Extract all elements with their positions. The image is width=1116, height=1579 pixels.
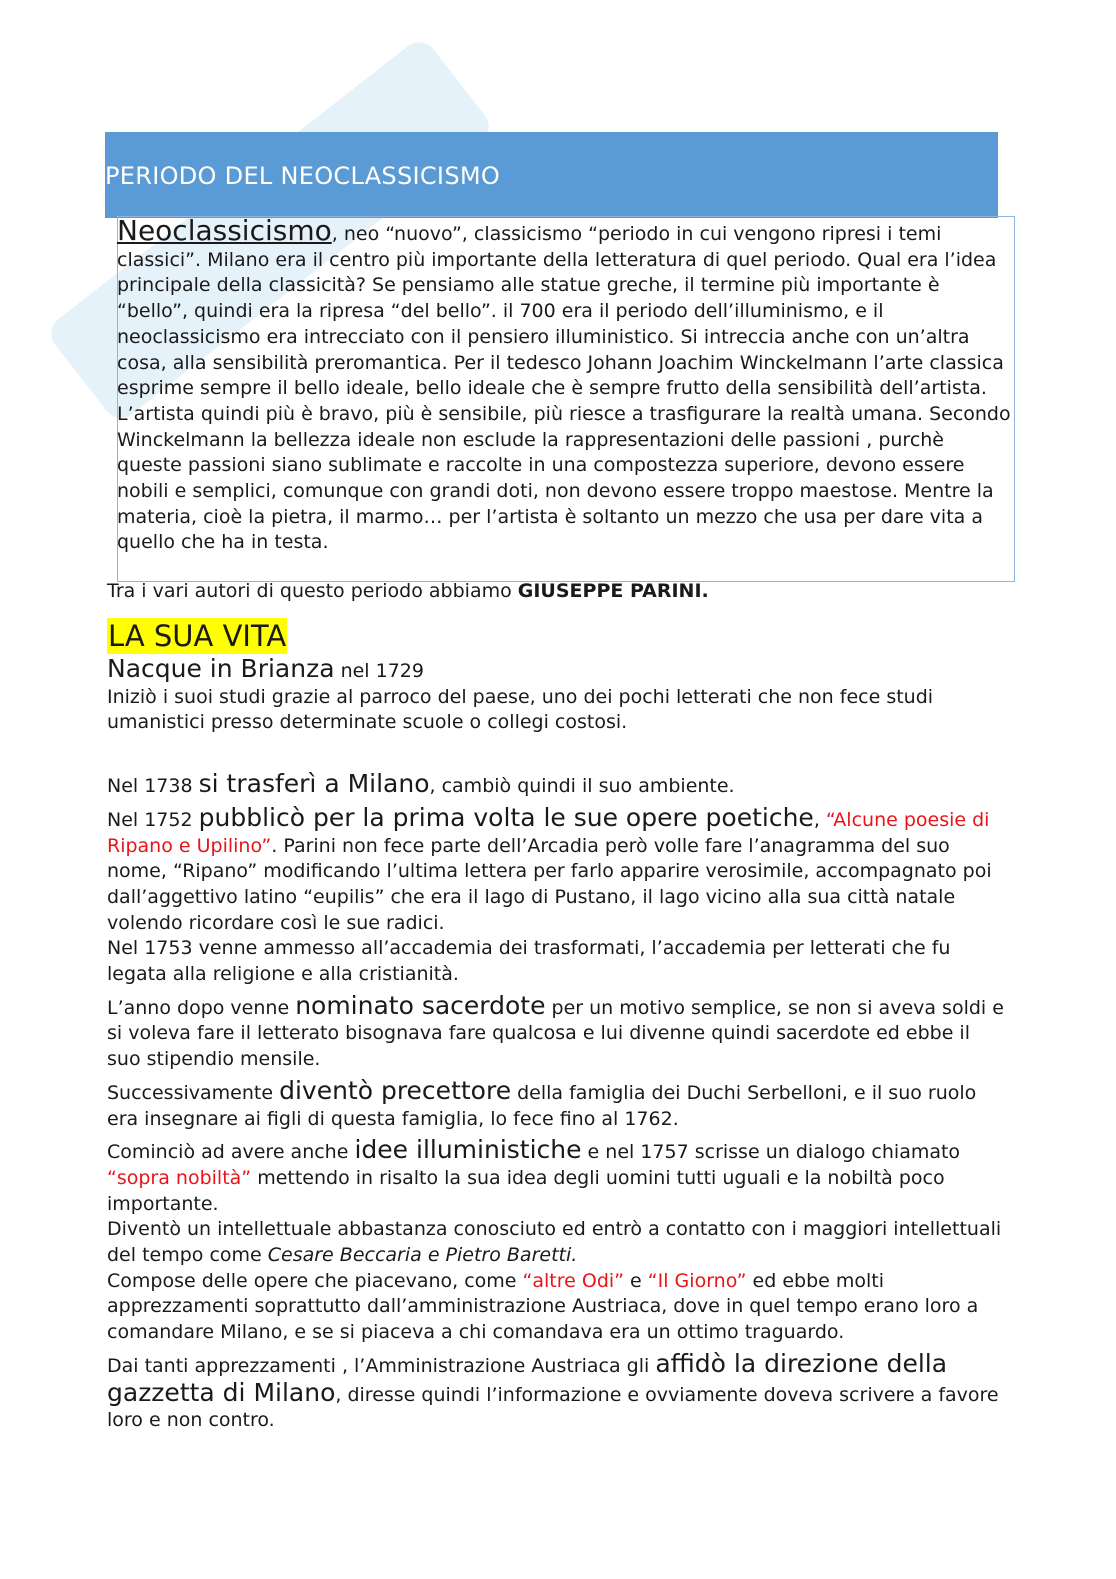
- life-enlightenment: [107, 1137, 1007, 1217]
- emphasis-span: diventò precettore: [279, 1075, 512, 1105]
- life-academy: Nel 1753 venne ammesso all’accademia dei trasformati, l’accademia per letterati che fu legata alla religione e alla cristianità.: [107, 937, 951, 986]
- text-span: Diventò un intellettuale abbastanza conosciuto ed entrò a contatto con i maggiori intellettuali del tempo come: [107, 1218, 1002, 1267]
- emphasis-span: pubblicò per la prima volta le sue opere poetiche: [198, 802, 814, 832]
- text-span: , diresse quindi l’informazione e ovviamente doveva scrivere a favore loro e non contro.: [107, 1383, 999, 1432]
- text-span: della famiglia dei Duchi Serbelloni, e il suo ruolo era insegnare ai figli di questa famiglia, lo fece fino al 1762.: [107, 1081, 977, 1130]
- life-content: [107, 656, 1007, 1434]
- names-italic: Cesare Beccaria e Pietro Baretti.: [267, 1244, 578, 1267]
- emphasis-span: affidò la direzione della gazzetta di Milano: [107, 1348, 948, 1407]
- life-first-publication: [107, 802, 1007, 937]
- text-span: . Parini non fece parte dell’Arcadia però volle fare l’anagramma del suo nome, “Ripano” modificando l’ultima lettera per farlo apparire verosimile, accompagnato poi dall’aggettivo latino “eupilis” che era il lago di Pustano, il lago vicino alla sua città natale volendo ricordare così le sue radici.: [107, 834, 992, 934]
- text-span: L’anno dopo venne: [107, 996, 296, 1019]
- text-span: Compose delle opere che piacevano, come: [107, 1269, 523, 1292]
- section-heading-life: LA SUA VITA: [108, 619, 287, 653]
- author-name: GIUSEPPE PARINI.: [517, 580, 709, 602]
- life-move-milan: [107, 771, 1007, 800]
- intro-paragraph: [117, 214, 1012, 556]
- work-title: “altre Odi”: [522, 1269, 625, 1292]
- work-title: “Il Giorno”: [647, 1269, 747, 1292]
- text-span: Cominciò ad avere anche: [107, 1141, 355, 1164]
- text-span: ,: [813, 808, 826, 831]
- emphasis-span: idee illuministiche: [354, 1135, 582, 1165]
- life-birth: [107, 656, 1007, 685]
- text-span: e nel 1757 scrisse un dialogo chiamato: [581, 1141, 961, 1164]
- text-span: e: [624, 1269, 648, 1292]
- life-works: [107, 1269, 1007, 1346]
- spacer: [107, 736, 1007, 766]
- life-tutor: [107, 1075, 1007, 1132]
- intro-term: Neoclassicismo: [117, 214, 332, 247]
- emphasis-span: si trasferì a Milano: [198, 769, 430, 799]
- birth-year: nel 1729: [334, 660, 424, 682]
- authors-prefix: Tra i vari autori di questo periodo abbiamo: [107, 580, 518, 602]
- authors-line: [107, 578, 709, 604]
- emphasis-span: nominato sacerdote: [295, 990, 546, 1020]
- text-span: Dai tanti apprezzamenti , l’Amministrazione Austriaca gli: [107, 1354, 656, 1377]
- text-span: Successivamente: [107, 1081, 280, 1104]
- text-span: ed ebbe molti apprezzamenti soprattutto dall’amministrazione Austriaca, dove in quel tempo erano loro a comandare Milano, e se si piaceva a chi comandava era un ottimo traguardo.: [107, 1269, 979, 1344]
- text-span: Nel 1738: [107, 775, 199, 798]
- page-title: PERIODO DEL NEOCLASSICISMO: [105, 162, 501, 190]
- header-band: [105, 132, 998, 218]
- life-studies: Iniziò i suoi studi grazie al parroco del paese, uno dei pochi letterati che non fece studi umanistici presso determinate scuole o collegi costosi.: [107, 685, 934, 734]
- life-priest: [107, 990, 1007, 1073]
- text-span: Nel 1752: [107, 808, 199, 831]
- work-title: “Alcune poesie di Ripano e Upilino”: [107, 808, 990, 857]
- text-span: mettendo in risalto la sua idea degli uomini tutti uguali e la nobiltà poco importante.: [107, 1166, 945, 1215]
- work-title: “sopra nobiltà”: [107, 1166, 252, 1189]
- text-span: per un motivo semplice, se non si aveva soldi e si voleva fare il letterato bisognava fare qualcosa e lui divenne quindi sacerdote ed ebbe il suo stipendio mensile.: [107, 996, 1004, 1071]
- text-span: , cambiò quindi il suo ambiente.: [429, 775, 735, 798]
- life-intellectuals: [107, 1217, 1007, 1268]
- life-gazette: [107, 1348, 1007, 1434]
- birth-place: Nacque in Brianza: [107, 654, 335, 683]
- intro-body: , neo “nuovo”, classicismo “periodo in cui vengono ripresi i temi classici”. Milano era il centro più importante della letteratura di quel periodo. Qual era l’idea principale della classicità? Se pensiamo alle statue greche, il termine più importante è “bello”, quindi era la ripresa “del bello”. il 700 era il periodo dell’illuminismo, e il neoclassicismo era intrecciato con il pensiero illuministico. Si intreccia anche con un’altra cosa, alla sensibilità preromantica. Per il tedesco Johann Joachim Winckelmann l’arte classica esprime sempre il bello ideale, bello ideale che è sempre frutto della sensibilità dell’artista. L’artista quindi più è bravo, più è sensibile, più riesce a trasfigurare la realtà umana. Secondo Winckelmann la bellezza ideale non esclude la rappresentazioni delle passioni , purchè queste passioni siano sublimate e raccolte in una compostezza superiore, devono essere nobili e semplici, comunque con grandi doti, non devono essere troppo maestose. Mentre la materia, cioè la pietra, il marmo… per l’artista è soltanto un mezzo che usa per dare vita a quello che ha in testa.: [117, 223, 1011, 554]
